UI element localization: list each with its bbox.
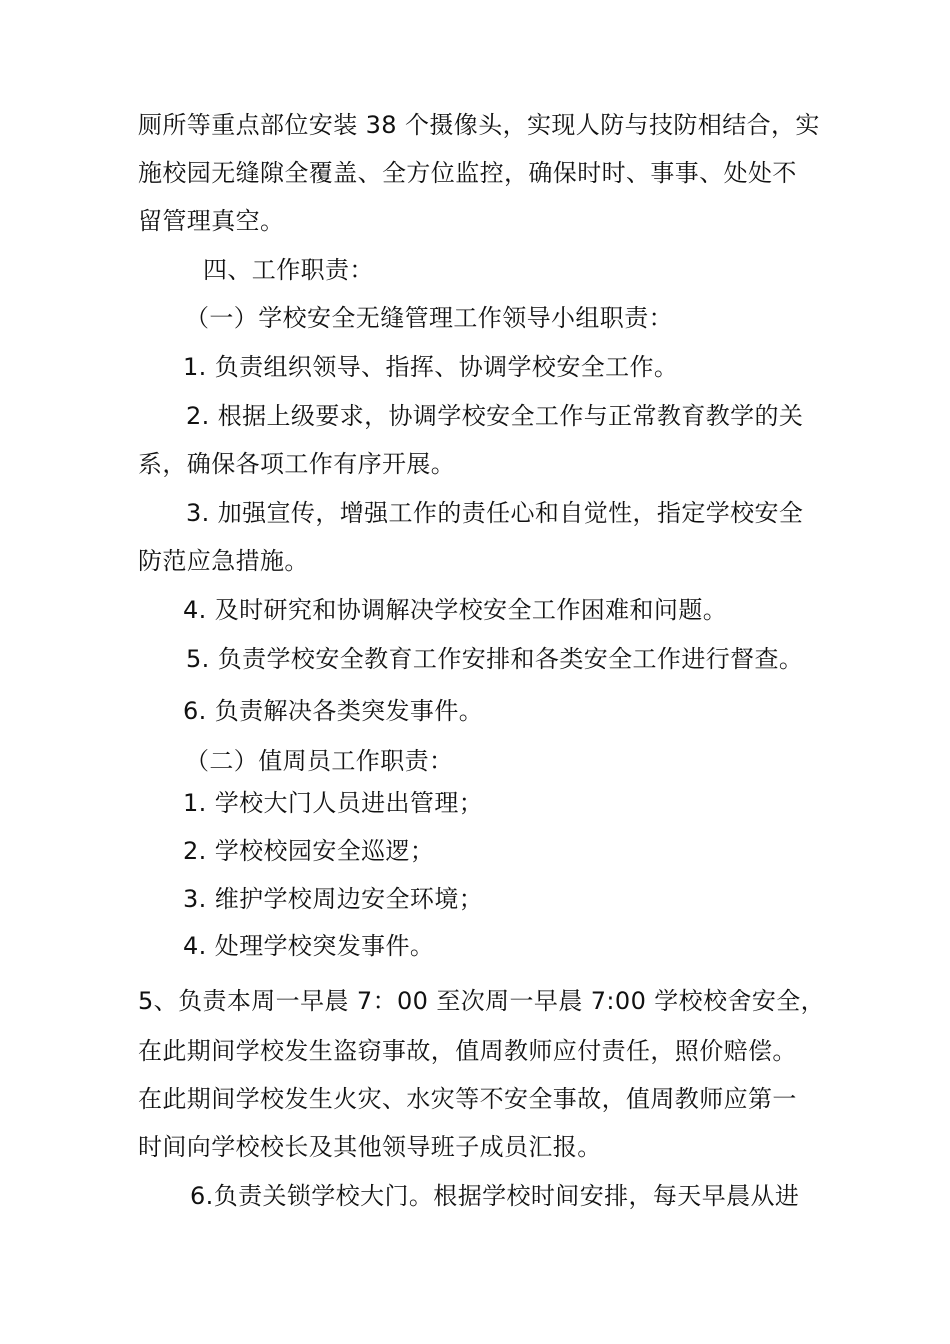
- subsection-heading-leadership-group: （一）学校安全无缝管理工作领导小组职责：: [185, 304, 673, 332]
- text-line-23: 6.负责关锁学校大门。根据学校时间安排，每天早晨从进: [190, 1182, 800, 1210]
- section-heading-work-duties: 四、工作职责：: [203, 256, 374, 284]
- subsection-heading-duty-staff: （二）值周员工作职责：: [185, 747, 454, 775]
- text-line-18: 4. 处理学校突发事件。: [183, 932, 435, 960]
- text-line-9: 3. 加强宣传，增强工作的责任心和自觉性，指定学校安全: [186, 499, 804, 527]
- text-line-15: 1. 学校大门人员进出管理；: [183, 789, 484, 817]
- text-line-21: 在此期间学校发生火灾、水灾等不安全事故，值周教师应第一: [138, 1085, 797, 1113]
- text-line-2: 施校园无缝隙全覆盖、全方位监控，确保时时、事事、处处不: [138, 159, 797, 187]
- text-line-17: 3. 维护学校周边安全环境；: [183, 885, 484, 913]
- text-line-13: 6. 负责解决各类突发事件。: [183, 697, 484, 725]
- text-line-10: 防范应急措施。: [138, 547, 309, 575]
- text-line-19: 5、负责本周一早晨 7：00 至次周一早晨 7:00 学校校舍安全，: [138, 987, 826, 1015]
- text-line-20: 在此期间学校发生盗窃事故，值周教师应付责任，照价赔偿。: [138, 1037, 797, 1065]
- text-line-16: 2. 学校校园安全巡逻；: [183, 837, 435, 865]
- text-line-22: 时间向学校校长及其他领导班子成员汇报。: [138, 1133, 602, 1161]
- text-line-12: 5. 负责学校安全教育工作安排和各类安全工作进行督查。: [186, 645, 804, 673]
- text-line-11: 4. 及时研究和协调解决学校安全工作困难和问题。: [183, 596, 728, 624]
- text-line-6: 1. 负责组织领导、指挥、协调学校安全工作。: [183, 353, 679, 381]
- text-line-1: 厕所等重点部位安装 38 个摄像头，实现人防与技防相结合，实: [138, 111, 820, 139]
- text-line-8: 系，确保各项工作有序开展。: [138, 450, 456, 478]
- text-line-3: 留管理真空。: [138, 207, 285, 235]
- text-line-7: 2. 根据上级要求，协调学校安全工作与正常教育教学的关: [186, 402, 804, 430]
